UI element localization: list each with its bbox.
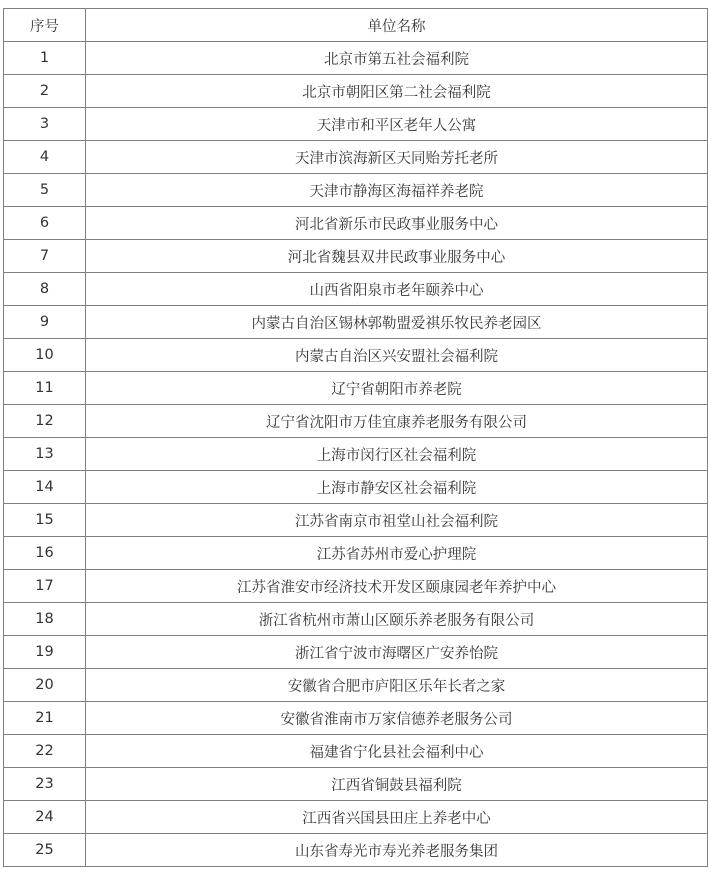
row-name-cell: 天津市滨海新区天同贻芳托老所 xyxy=(86,141,708,174)
table-row xyxy=(4,834,708,867)
row-index-cell: 10 xyxy=(4,339,86,372)
row-index-cell: 8 xyxy=(4,273,86,306)
row-index-cell: 3 xyxy=(4,108,86,141)
row-index-cell: 18 xyxy=(4,603,86,636)
row-index-cell: 1 xyxy=(4,42,86,75)
row-index-cell: 7 xyxy=(4,240,86,273)
row-name-cell: 上海市闵行区社会福利院 xyxy=(86,438,708,471)
row-name-cell: 江苏省苏州市爱心护理院 xyxy=(86,537,708,570)
row-index-cell: 17 xyxy=(4,570,86,603)
header-name: 单位名称 xyxy=(86,9,708,42)
row-index-cell: 9 xyxy=(4,306,86,339)
table-row xyxy=(4,603,708,636)
table-row xyxy=(4,273,708,306)
institution-table xyxy=(3,8,708,867)
row-name-cell: 江西省兴国县田庄上养老中心 xyxy=(86,801,708,834)
row-name-cell: 内蒙古自治区锡林郭勒盟爱祺乐牧民养老园区 xyxy=(86,306,708,339)
row-name-cell: 福建省宁化县社会福利中心 xyxy=(86,735,708,768)
row-index-cell: 25 xyxy=(4,834,86,867)
row-index-cell: 4 xyxy=(4,141,86,174)
table-header-row xyxy=(4,9,708,42)
row-name-cell: 上海市静安区社会福利院 xyxy=(86,471,708,504)
table-row xyxy=(4,504,708,537)
row-name-cell: 天津市和平区老年人公寓 xyxy=(86,108,708,141)
row-name-cell: 江苏省南京市祖堂山社会福利院 xyxy=(86,504,708,537)
header-index: 序号 xyxy=(4,9,86,42)
table-row xyxy=(4,306,708,339)
row-name-cell: 北京市朝阳区第二社会福利院 xyxy=(86,75,708,108)
table-row xyxy=(4,75,708,108)
table-row xyxy=(4,570,708,603)
row-name-cell: 安徽省淮南市万家信德养老服务公司 xyxy=(86,702,708,735)
table-row xyxy=(4,339,708,372)
table-row xyxy=(4,207,708,240)
row-index-cell: 12 xyxy=(4,405,86,438)
table-row xyxy=(4,372,708,405)
row-name-cell: 浙江省宁波市海曙区广安养怡院 xyxy=(86,636,708,669)
row-index-cell: 22 xyxy=(4,735,86,768)
table-row xyxy=(4,438,708,471)
table-row xyxy=(4,735,708,768)
row-index-cell: 6 xyxy=(4,207,86,240)
row-name-cell: 辽宁省沈阳市万佳宜康养老服务有限公司 xyxy=(86,405,708,438)
row-index-cell: 11 xyxy=(4,372,86,405)
row-name-cell: 辽宁省朝阳市养老院 xyxy=(86,372,708,405)
row-name-cell: 天津市静海区海福祥养老院 xyxy=(86,174,708,207)
table-row xyxy=(4,405,708,438)
row-index-cell: 19 xyxy=(4,636,86,669)
row-name-cell: 河北省新乐市民政事业服务中心 xyxy=(86,207,708,240)
row-name-cell: 浙江省杭州市萧山区颐乐养老服务有限公司 xyxy=(86,603,708,636)
row-index-cell: 13 xyxy=(4,438,86,471)
table-row xyxy=(4,141,708,174)
table-row xyxy=(4,636,708,669)
row-name-cell: 安徽省合肥市庐阳区乐年长者之家 xyxy=(86,669,708,702)
table-row xyxy=(4,108,708,141)
row-index-cell: 24 xyxy=(4,801,86,834)
row-index-cell: 23 xyxy=(4,768,86,801)
table-row xyxy=(4,42,708,75)
row-name-cell: 江苏省淮安市经济技术开发区颐康园老年养护中心 xyxy=(86,570,708,603)
table-row xyxy=(4,240,708,273)
row-name-cell: 江西省铜鼓县福利院 xyxy=(86,768,708,801)
row-index-cell: 16 xyxy=(4,537,86,570)
table-body xyxy=(4,42,708,867)
table-row xyxy=(4,471,708,504)
table-row xyxy=(4,669,708,702)
row-index-cell: 15 xyxy=(4,504,86,537)
table-row xyxy=(4,801,708,834)
table-row xyxy=(4,174,708,207)
row-name-cell: 内蒙古自治区兴安盟社会福利院 xyxy=(86,339,708,372)
table-row xyxy=(4,768,708,801)
row-name-cell: 山西省阳泉市老年颐养中心 xyxy=(86,273,708,306)
row-name-cell: 北京市第五社会福利院 xyxy=(86,42,708,75)
row-name-cell: 河北省魏县双井民政事业服务中心 xyxy=(86,240,708,273)
row-index-cell: 20 xyxy=(4,669,86,702)
row-index-cell: 14 xyxy=(4,471,86,504)
institution-table-container xyxy=(3,8,707,867)
row-index-cell: 21 xyxy=(4,702,86,735)
row-name-cell: 山东省寿光市寿光养老服务集团 xyxy=(86,834,708,867)
row-index-cell: 5 xyxy=(4,174,86,207)
table-row xyxy=(4,702,708,735)
row-index-cell: 2 xyxy=(4,75,86,108)
table-row xyxy=(4,537,708,570)
